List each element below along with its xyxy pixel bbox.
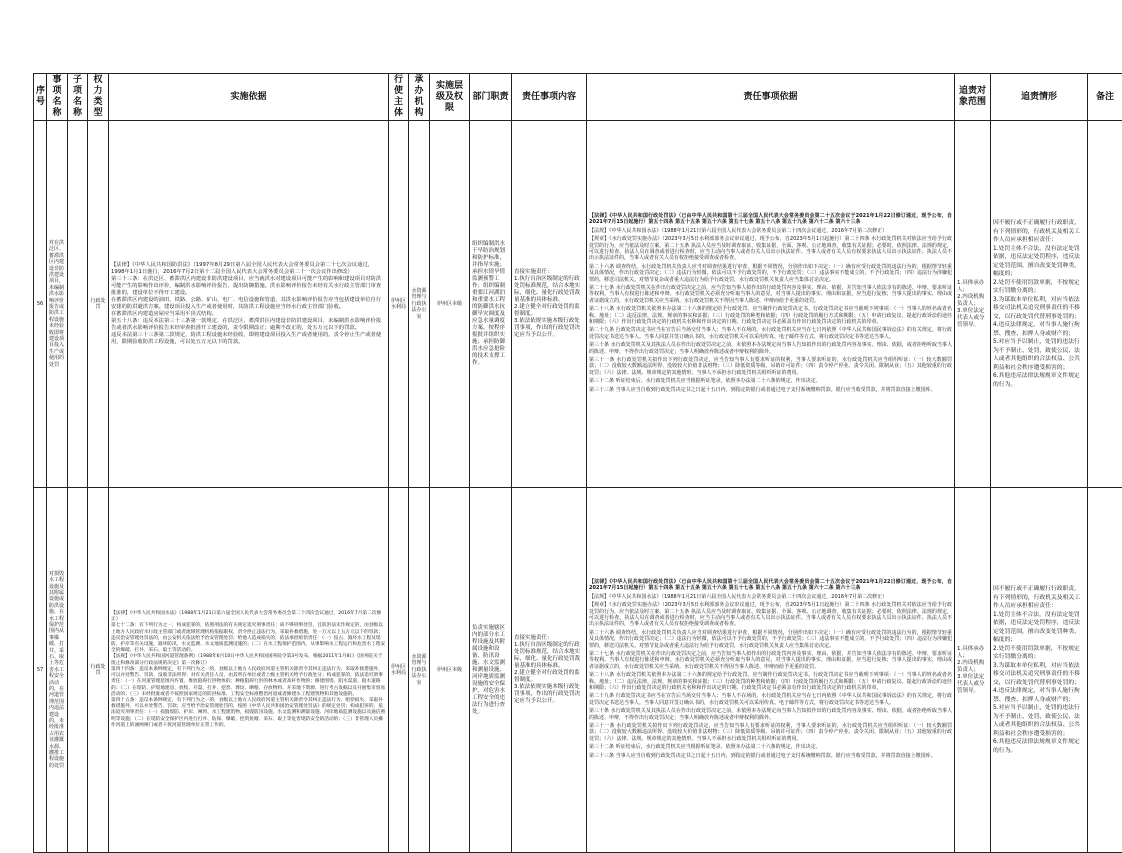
cell-remark <box>1088 488 1122 853</box>
header-subject: 行使主体 <box>389 74 409 121</box>
cell-item-name: 对在洪泛区、蓄滞洪区内建设非防洪建设项目，未编制洪水影响评价报告或防洪工程设施未经验收即将建设项目投入生产或使用的处罚 <box>47 121 68 488</box>
resp-basis-paragraph: 第三十条 水行政处罚机关及其执法人员在作出行政处罚决定之前，未依照本办法规定向当事人告知拟作出的行政处罚内容及事实、理由、依据，或者拒绝听取当事人的陈述、申辩，不得作出行政处罚决定；当事人明确放弃陈述或者申辩权利的除外。 <box>589 708 952 721</box>
resp-basis-paragraph: 第三十三条 当事人应当自收到行政处罚决定书之日起十五日内，到指定的银行或者通过电子支付系统缴纳罚款。银行应当收受罚款，并将罚款直接上缴国库。 <box>589 753 952 759</box>
responsibility-table <box>33 73 1122 853</box>
resp-basis-paragraph: 【法律】《中华人民共和国行政处罚法》（已由中华人民共和国第十三届全国人民代表大会常务委员会第二十五次会议于2021年1月22日修订通过，现予公布，自2021年7月15日起施行）第五十四条 第五十五条 第五十六条 第五十七条 第五十八条 第五十九条 第六十二条 第六十三条 <box>589 579 952 592</box>
cell-dept-duty: 组织编制洪水干旱防治规划和防护标准，并指导实施；承担水情旱情监测预警工作；组织编制重要江河湖泊和重要水工程的防御洪水抗御旱灾调度及应急水量调度方案，按程序报批并组织实施；承担防御洪水应急抢险的技术支撑工作。 <box>470 121 512 488</box>
header-item-name: 事项名称 <box>47 74 68 121</box>
resp-basis-paragraph: 第三十二条 听证结束后，水行政处罚机关应当根据听证笔录，依照本办法第二十六条的规定，作出决定。 <box>589 378 952 384</box>
cell-seq: 57 <box>34 488 47 853</box>
cell-seq: 56 <box>34 121 47 488</box>
cell-dept-duty: 负责实施辖区内的部分水工程设施及其附属设施和设备、防汛设施、水文监测和测量设施、河岸地质监测设施的安全保护，对危害水工程安全的违法行为进行查处。 <box>470 488 512 853</box>
header-resp-basis: 责任事项依据 <box>587 74 955 121</box>
cell-scope: 1.具体承办人； 2.内设机构负责人； 3.单位法定代表人或分管领导。 <box>955 121 991 488</box>
cell-level: 伊州区本级 <box>430 121 470 488</box>
cell-resp-basis <box>587 488 955 853</box>
header-situation: 追责情形 <box>991 74 1088 121</box>
cell-subject: 伊州区水利局 <box>389 488 409 853</box>
cell-power-type: 行政处罚 <box>88 121 109 488</box>
cell-resp-content: 直接实施责任： 1.执行自治区级制定的行政处罚标准规范，结合本地实际，细化、量化行政处罚裁量基准的具体标准。 2.建立健全对行政处罚的监督制度。 3.依法依规实施本级行政处罚事项，作出的行政处罚决定应当予以公开。 <box>512 488 587 853</box>
header-dept-duty: 部门职责 <box>470 74 512 121</box>
cell-power-type: 行政处罚 <box>88 488 109 853</box>
cell-scope: 1.具体承办人； 2.内设机构负责人； 3.单位法定代表人或分管领导。 <box>955 488 991 853</box>
cell-basis: 【法律】《中华人民共和国水法》（1988年1月21日第六届全国人民代表大会常务委员会第二十四次会议通过，2016年7月第二次修正） 第七十二条：有下列行为之一，构成犯罪的，依照刑法的有关规定追究刑事责任；尚不够刑事处罚，且防洪法未作规定的，由县级以上地方人民政府水行政主管部门或者流域管理机构依据职权，责令停止违法行为，采取补救措施，处一万元以上五万元以下的罚款；违反治安管理处罚法的，由公安机关依法给予治安管理处罚；给他人造成损失的，依法承担赔偿责任：（一）侵占、毁坏水工程及堤防、护岸等有关设施，毁坏防汛、水文监测、水文地质监测设施的；（二）在水工程保护范围内，从事影响水工程运行和危害水工程安全的爆破、打井、采石、取土等活动的。 【法规】《中华人民共和国河道管理条例》（1988年6月10日中华人民共和国国务院令第3号发布，根据2011年1月8日《国务院关于废止和修改部分行政法规的决定》第一次修订） 第四十四条：违反本条例规定，有下列行为之一的，县级以上地方人民政府河道主管机关除责令其纠正违法行为、采取补救措施外，可以并处警告、罚款、没收非法所得；对有关责任人员，由其所在单位或者上级主管机关给予行政处分；构成犯罪的，依法追究刑事责任：（一）在河道管理范围内弃置、堆放阻碍行洪物体的；种植阻碍行洪的林木或者高秆作物的；修建围堤、阻水渠道、阻水道路的；（二）在堤防、护堤地建房、放牧、开渠、打井、挖窖、葬坟、晒粮、存放物料、开采地下资源、进行考古发掘以及开展集市贸易活动的；（三）未经批准或者不按照国家规定的防洪标准、工程安全标准整治河道或者修建水工程建筑物和其他设施的。 第四十五条：违反本条例规定，有下列行为之一的，县级以上地方人民政府河道主管机关除责令其纠正违法行为、赔偿损失、采取补救措施外，可以并处警告、罚款；应当给予治安管理处罚的，按照《中华人民共和国治安管理处罚法》的规定处罚；构成犯罪的，依法追究刑事责任：（一）损毁堤防、护岸、闸坝、水工程建筑物，损毁防汛设施、水文监测和测量设施、河岸地质监测设施以及通信照明等设施；（二）在堤防安全保护区内进行打井、钻探、爆破、挖筑鱼塘、采石、取土等危害堤防安全的活动的；（三）非管理人员操作河道上的涵闸闸门或者干扰河道管理单位正常工作的。 <box>109 488 389 853</box>
cell-basis: 【法律】《中华人民共和国防洪法》（1997年8月29日第八届全国人民代表大会常务委员会第二十七次会议通过，1998年1月1日施行，2016年7月2日第十二届全国人民代表大会常务委员会第二十一次会议作出修改） 第三十三条：在洪泛区、蓄滞洪区内建设非防洪建设项目，应当就洪水对建设项目可能产生的影响和建设项目对防洪可能产生的影响作出评价，编制洪水影响评价报告，提出防御措施。洪水影响评价报告未经有关水行政主管部门审查批准的，建设单位不得开工建设。 在蓄滞洪区内建设的油田、铁路、公路、矿山、电厂、电信设施和管道，其洪水影响评价报告应当包括建设单位自行安排的防洪避洪方案。建设项目投入生产或者使用时，其防洪工程设施应当经水行政主管部门验收。 在蓄滞洪区内建造房屋应当采用平顶式结构。 第五十八条：违反本法第三十三条第一款规定，在洪泛区、蓄滞洪区内建设非防洪建设项目，未编制洪水影响评价报告或者洪水影响评价报告未经审查批准开工建设的，责令限期改正；逾期不改正的，处五万元以下的罚款。 违反本法第三十三条第二款规定，防洪工程设施未经验收，即将建设项目投入生产或者使用的，责令停止生产或者使用，限期验收防洪工程设施，可以处五万元以下的罚款。 <box>109 121 389 488</box>
resp-basis-paragraph: 【规章】《水行政处罚实施办法》（2023年3月5日水利部部务会议审议通过，现予公布，自2023年5月1日起施行）第二十四条 水行政处罚机关对依法应当给予行政处罚的行为，应当依法及时立案。第二十五条 执法人员应当及时调查取证，收集证据，全面、客观、公正地调查，收集有关证据；必要时，依照法律、法规的规定，可以进行检查。执法人员在调查或者进行检查时，应当主动向当事人或者有关人员出示执法证件。当事人或者有关人员有权要求执法人员出示执法证件。执法人员不出示执法证件的，当事人或者有关人员有权拒绝接受调查或者检查。 <box>589 602 952 628</box>
resp-basis-paragraph: 【规章】《水行政处罚实施办法》（2023年3月5日水利部部务会议审议通过，现予公布，自2023年5月1日起施行）第二十四条 水行政处罚机关对依法应当给予行政处罚的行为，应当依法及时立案。第二十五条 执法人员应当及时调查取证，收集证据，全面、客观、公正地调查，收集有关证据；必要时，依照法律、法规的规定，可以进行检查。执法人员在调查或者进行检查时，应当主动向当事人或者有关人员出示执法证件。当事人或者有关人员有权要求执法人员出示执法证件。执法人员不出示执法证件的，当事人或者有关人员有权拒绝接受调查或者检查。 <box>589 236 952 262</box>
resp-basis-paragraph: 第三十三条 当事人应当自收到行政处罚决定书之日起十五日内，到指定的银行或者通过电子支付系统缴纳罚款。银行应当收受罚款，并将罚款直接上缴国库。 <box>589 387 952 393</box>
cell-subject: 伊州区水利局 <box>389 121 409 488</box>
resp-basis-paragraph: 【法律】《中华人民共和国行政处罚法》（已由中华人民共和国第十三届全国人民代表大会常务委员会第二十五次会议于2021年1月22日修订通过，现予公布，自2021年7月15日起施行）第五十四条 第五十五条 第五十六条 第五十七条 第五十八条 第五十九条 第六十二条 第六十三条 <box>589 213 952 226</box>
table-row <box>34 121 1122 488</box>
resp-basis-paragraph: 第三十二条 听证结束后，水行政处罚机关应当根据听证笔录，依照本办法第二十六条的规定，作出决定。 <box>589 744 952 750</box>
resp-basis-paragraph: 【法规】《中华人民共和国水法》（1988年1月21日第六届全国人民代表大会常务委员会第二十四次会议通过，2016年7月第二次修正） <box>589 594 952 600</box>
cell-item-name: 对损毁水工程设施及其附属设施或防洪设施，在水工程保护范围内从事爆破、打井、采石、取土等危害水工程安全活动的，在河道管理范围内违法建设的，未经批准占用农业灌溉水源、灌排工程设施的处罚 <box>47 488 68 853</box>
cell-resp-content: 直接实施责任： 1.执行自治区级制定的行政处罚标准规范，结合本地实际，细化、量化行政处罚裁量基准的具体标准。 2.建立健全对行政处罚的监督制度。 3.依法依规实施本级行政处罚事项，作出的行政处罚决定应当予以公开。 <box>512 121 587 488</box>
cell-sub-item <box>68 488 88 853</box>
cell-situation: 因不履行或不正确履行行政职责，有下列情形的，行政机关及相关工作人员应承担相应责任： 1.处罚主体不合法，没有法定处罚依据，违反法定处罚程序，违反法定处罚范围，擅自改变处罚种类、幅度的； 2.处罚不使用罚款单据，不按规定实行罚缴分离的； 3.为谋取本单位私利，对应当依法移交司法机关追究刑事责任的不移交，以行政处罚代替刑事处罚的； 4.违反法律规定，对当事人施行拘禁、搜查、扣押人身或财产的； 5.对应当予以制止、处罚的违法行为不予制止、处罚，致使公民、法人或者其他组织的合法权益、公共利益和社会秩序遭受损害的； 6.其他违反法律法规规章文件规定的行为。 <box>991 121 1088 488</box>
resp-basis-paragraph: 第三十一条 水行政处罚机关拟作出下列行政处罚决定，应当告知当事人有要求听证的权利，当事人要求听证的，水行政处罚机关应当组织听证：（一）较大数额罚款；（二）没收较大数额违法所得、没收较大价值非法财物；（三）降低资质等级、吊销许可证件；（四）责令停产停业、责令关闭、限制从业；（五）其他较重的行政处罚；（六）法律、法规、规章规定的其他情形。当事人不承担水行政处罚机关组织听证的费用。 <box>589 723 952 742</box>
header-scope: 追责对象范围 <box>955 74 991 121</box>
header-agency: 承办机构 <box>409 74 430 121</box>
table-header-row <box>34 74 1122 121</box>
cell-level: 伊州区本级 <box>430 488 470 853</box>
table-row <box>34 488 1122 853</box>
resp-basis-paragraph: 第二十六条 调查终结，水行政处罚机关负责人应当对调查结果进行审查，根据不同情况，分别作出如下决定：（一）确有应受行政处罚的违法行为的，根据情节轻重及具体情况，作出行政处罚决定；（二）违法行为轻微，依法可以不予行政处罚的，不予行政处罚；（三）违法事实不能成立的，不予行政处罚；（四）违法行为涉嫌犯罪的，移送司法机关。对情节复杂或者重大违法行为给予行政处罚，水行政处罚机关负责人应当集体讨论决定。 <box>589 630 952 649</box>
header-seq: 序号 <box>34 74 47 121</box>
cell-resp-basis <box>587 121 955 488</box>
resp-basis-paragraph: 第二十七条 水行政处罚机关在作出行政处罚决定之前，应当告知当事人拟作出的行政处罚内容及事实、理由、依据，并告知当事人依法享有的陈述、申辩、要求听证等权利。当事人有权进行陈述和申辩。水行政处罚机关必须充分听取当事人的意见，对当事人提出的事实、理由和证据，应当进行复核；当事人提出的事实、理由或者证据成立的，水行政处罚机关应当采纳。水行政处罚机关不得因当事人陈述、申辩而给予更重的处罚。 <box>589 285 952 304</box>
cell-sub-item <box>68 121 88 488</box>
resp-basis-paragraph: 第三十一条 水行政处罚机关拟作出下列行政处罚决定，应当告知当事人有要求听证的权利，当事人要求听证的，水行政处罚机关应当组织听证：（一）较大数额罚款；（二）没收较大数额违法所得、没收较大价值非法财物；（三）降低资质等级、吊销许可证件；（四）责令停产停业、责令关闭、限制从业；（五）其他较重的行政处罚；（六）法律、法规、规章规定的其他情形。当事人不承担水行政处罚机关组织听证的费用。 <box>589 357 952 376</box>
header-level: 实施层级及权限 <box>430 74 470 121</box>
cell-agency: 水资源管理与行政执法办公室 <box>409 488 430 853</box>
resp-basis-paragraph: 第二十六条 调查终结，水行政处罚机关负责人应当对调查结果进行审查，根据不同情况，分别作出如下决定：（一）确有应受行政处罚的违法行为的，根据情节轻重及具体情况，作出行政处罚决定；（二）违法行为轻微，依法可以不予行政处罚的，不予行政处罚；（三）违法事实不能成立的，不予行政处罚；（四）违法行为涉嫌犯罪的，移送司法机关。对情节复杂或者重大违法行为给予行政处罚，水行政处罚机关负责人应当集体讨论决定。 <box>589 264 952 283</box>
resp-basis-paragraph: 第二十九条 行政处罚决定书应当在宣告后当场交付当事人；当事人不在场的，水行政处罚机关应当在七日内依照《中华人民共和国民事诉讼法》的有关规定，将行政处罚决定书送达当事人。当事人同意并签订确认书的，水行政处罚机关可以采用传真、电子邮件等方式，将行政处罚决定书等送达当事人。 <box>589 693 952 706</box>
resp-basis-paragraph: 第二十七条 水行政处罚机关在作出行政处罚决定之前，应当告知当事人拟作出的行政处罚内容及事实、理由、依据，并告知当事人依法享有的陈述、申辩、要求听证等权利。当事人有权进行陈述和申辩。水行政处罚机关必须充分听取当事人的意见，对当事人提出的事实、理由和证据，应当进行复核；当事人提出的事实、理由或者证据成立的，水行政处罚机关应当采纳。水行政处罚机关不得因当事人陈述、申辩而给予更重的处罚。 <box>589 651 952 670</box>
cell-agency: 水资源管理与行政执法办公室 <box>409 121 430 488</box>
header-power-type: 权力类型 <box>88 74 109 121</box>
resp-basis-paragraph: 【法规】《中华人民共和国水法》（1988年1月21日第六届全国人民代表大会常务委员会第二十四次会议通过，2016年7月第二次修正） <box>589 228 952 234</box>
resp-basis-paragraph: 第二十九条 行政处罚决定书应当在宣告后当场交付当事人；当事人不在场的，水行政处罚机关应当在七日内依照《中华人民共和国民事诉讼法》的有关规定，将行政处罚决定书送达当事人。当事人同意并签订确认书的，水行政处罚机关可以采用传真、电子邮件等方式，将行政处罚决定书等送达当事人。 <box>589 327 952 340</box>
header-resp-content: 责任事项内容 <box>512 74 587 121</box>
resp-basis-paragraph: 第二十八条 水行政处罚机关依照本办法第二十六条的规定给予行政处罚，应当制作行政处罚决定书。行政处罚决定书应当载明下列事项：（一）当事人的姓名或者名称、地址；（二）违反法律、法规、规章的事实和证据；（三）行政处罚的种类和依据；（四）行政处罚的履行方式和期限；（五）申请行政复议、提起行政诉讼的途径和期限；（六）作出行政处罚决定的行政机关名称和作出决定的日期。行政处罚决定书必须盖有作出行政处罚决定的行政机关的印章。 <box>589 306 952 325</box>
resp-basis-paragraph: 第三十条 水行政处罚机关及其执法人员在作出行政处罚决定之前，未依照本办法规定向当事人告知拟作出的行政处罚内容及事实、理由、依据，或者拒绝听取当事人的陈述、申辩，不得作出行政处罚决定；当事人明确放弃陈述或者申辩权利的除外。 <box>589 342 952 355</box>
header-remark: 备注 <box>1088 74 1122 121</box>
cell-remark <box>1088 121 1122 488</box>
resp-basis-paragraph: 第二十八条 水行政处罚机关依照本办法第二十六条的规定给予行政处罚，应当制作行政处罚决定书。行政处罚决定书应当载明下列事项：（一）当事人的姓名或者名称、地址；（二）违反法律、法规、规章的事实和证据；（三）行政处罚的种类和依据；（四）行政处罚的履行方式和期限；（五）申请行政复议、提起行政诉讼的途径和期限；（六）作出行政处罚决定的行政机关名称和作出决定的日期。行政处罚决定书必须盖有作出行政处罚决定的行政机关的印章。 <box>589 672 952 691</box>
header-sub-item: 子项名称 <box>68 74 88 121</box>
header-basis: 实施依据 <box>109 74 389 121</box>
cell-situation: 因不履行或不正确履行行政职责，有下列情形的，行政机关及相关工作人员应承担相应责任： 1.处罚主体不合法，没有法定处罚依据，违反法定处罚程序，违反法定处罚范围，擅自改变处罚种类、幅度的； 2.处罚不使用罚款单据，不按规定实行罚缴分离的； 3.为谋取本单位私利，对应当依法移交司法机关追究刑事责任的不移交，以行政处罚代替刑事处罚的； 4.违反法律规定，对当事人施行拘禁、搜查、扣押人身或财产的； 5.对应当予以制止、处罚的违法行为不予制止、处罚，致使公民、法人或者其他组织的合法权益、公共利益和社会秩序遭受损害的； 6.其他违反法律法规规章文件规定的行为。 <box>991 488 1088 853</box>
